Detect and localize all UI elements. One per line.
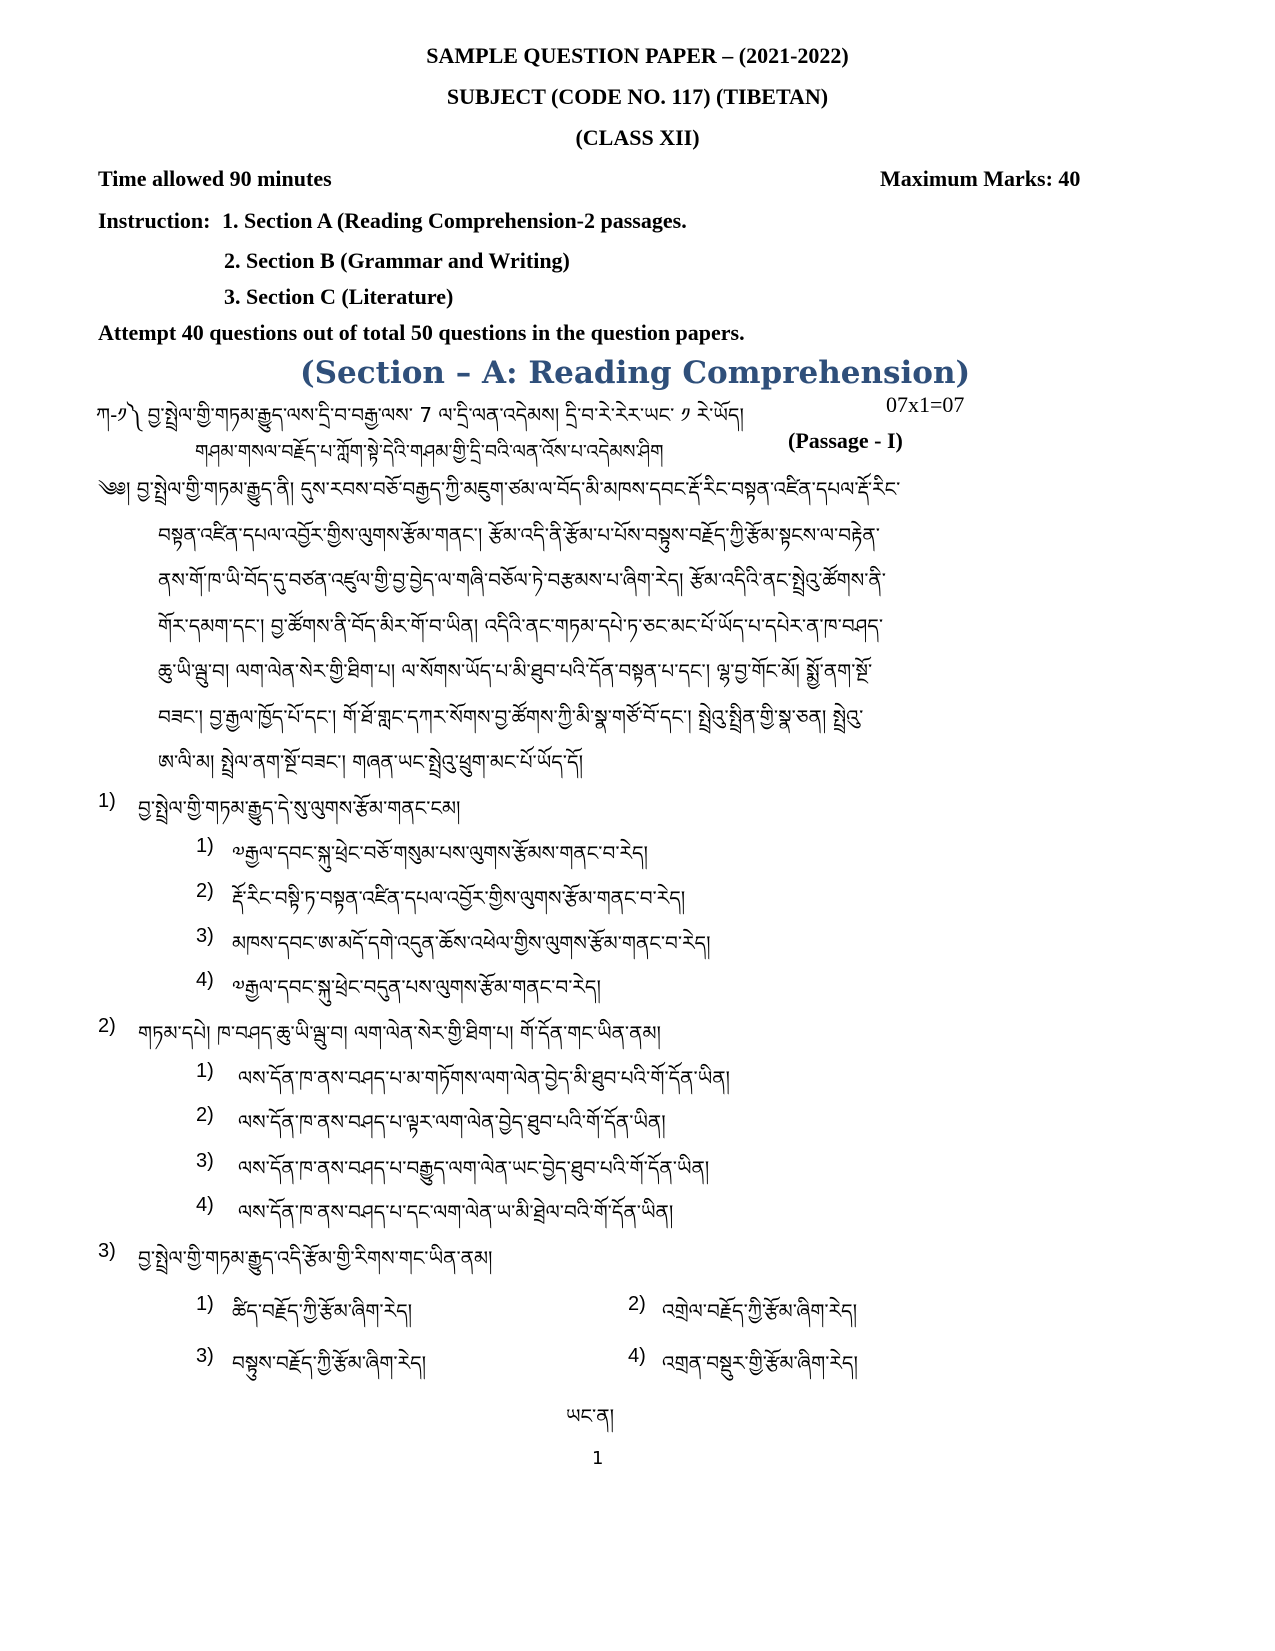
section-title: (Section – A: Reading Comprehension) [300, 355, 971, 391]
option-text: ལས་དོན་ཁ་ནས་བཤད་པ་དང་ལག་ལེན་ཡ་མི་ཐྲེལ་བའི་གོ་དོན་ཡིན། [238, 1200, 674, 1224]
option-number: 2) [196, 1104, 214, 1126]
option-text: འགྲེལ་བརྗོད་ཀྱི་རྩོམ་ཞིག་རེད། [662, 1299, 858, 1323]
continued-marker: ཡང་ན། [566, 1404, 615, 1428]
question-text: གཏམ་དཔེ། ཁ་བཤད་ཆུ་ཡི་ལྦུ་བ། ལག་ལེན་སེར་གྱི་ཐིག་པ། གོ་དོན་གང་ཡིན་ནམ། [138, 1021, 661, 1045]
instruction-item: 3. Section C (Literature) [224, 284, 454, 309]
option-number: 3) [196, 925, 214, 947]
marks-label: 07x1=07 [886, 392, 965, 417]
option-text: ལས་དོན་ཁ་ནས་བཤད་པ་བརྒྱུད་ལག་ལེན་ཡང་བྱེད་ཐུབ་པའི་གོ་དོན་ཡིན། [238, 1156, 710, 1180]
question-number: 3) [98, 1240, 116, 1262]
option-number: 1) [196, 835, 214, 857]
question-text: བྱ་སྤྲེལ་གྱི་གཏམ་རྒྱུད་དེ་སུ་ལུགས་རྩོམ་གནང་ངམ། [138, 796, 461, 820]
paper-title: SAMPLE QUESTION PAPER – (2021-2022) [426, 43, 849, 68]
option-number: 4) [196, 1194, 214, 1216]
question-text: བྱ་སྤྲེལ་གྱི་གཏམ་རྒྱུད་འདི་རྩོམ་གྱི་རིགས་གང་ཡིན་ནམ། [138, 1246, 493, 1270]
option-text: ༧རྒྱལ་དབང་སྐུ་ཕྲེང་བཅོ་གསུམ་པས་ལུགས་རྩོམས་གནང་བ་རེད། [232, 841, 648, 865]
option-text: མཁས་དབང་ཨ་མདོ་དགེ་འདུན་ཆོས་འཕེལ་གྱིས་ལུགས་རྩོམ་གནང་བ་རེད། [232, 931, 711, 955]
option-number: 4) [628, 1345, 646, 1367]
page-number: 1 [592, 1448, 604, 1469]
maximum-marks: Maximum Marks: 40 [880, 166, 1081, 191]
subject-line: SUBJECT (CODE NO. 117) (TIBETAN) [446, 84, 829, 109]
passage-line: ཆུ་ཡི་ལྦུ་བ། ལག་ལེན་སེར་གྱི་ཐིག་པ། ལ་སོགས་ཡོད་པ་མི་ཐུབ་པའི་དོན་བསྟན་པ་དང་། ལྷ་བྱ་གོང་མོ། སྨྱོ་ནག་སྔོ་ [158, 659, 873, 683]
time-allowed: Time allowed 90 minutes [98, 166, 332, 191]
passage-line: ༄༅། བྱ་སྤྲེལ་གྱི་གཏམ་རྒྱུད་ནི། དུས་རབས་བཅོ་བརྒྱད་ཀྱི་མཇུག་ཙམ་ལ་བོད་མི་མཁས་དབང་རྡོ་རིང་བསྟན་འཛིན་དཔལ་རྡོ་རིང་ [98, 477, 901, 501]
passage-instruction-line2: གཤམ་གསལ་བརྗོད་པ་ཀློག་སྟེ་དེའི་གཤམ་གྱི་དྲི་བའི་ལན་འོས་པ་འདེམས་ཤིག [195, 441, 664, 463]
option-number: 2) [628, 1293, 646, 1315]
question-number: 2) [98, 1015, 116, 1037]
attempt-line: Attempt 40 questions out of total 50 questions in the question papers. [98, 320, 745, 345]
passage-line: ནས་གོ་ཁ་ཡི་བོད་དུ་བཙན་འཛུལ་གྱི་བྱ་བྱེད་ལ་གཞི་བཅོལ་ཏེ་བརྩམས་པ་ཞིག་རེད། རྩོམ་འདིའི་ནང་སྤྲེའུ་ཚོགས་ནི་ [158, 568, 886, 592]
option-text: ལས་དོན་ཁ་ནས་བཤད་པ་ལྟར་ལག་ལེན་བྱེད་ཐུབ་པའི་གོ་དོན་ཡིན། [238, 1110, 666, 1134]
option-number: 2) [196, 880, 214, 902]
option-number: 3) [196, 1150, 214, 1172]
option-text: ཚིད་བརྗོད་ཀྱི་རྩོམ་ཞིག་རེད། [232, 1299, 413, 1323]
passage-label: (Passage - I) [788, 428, 903, 453]
option-number: 4) [196, 969, 214, 991]
passage-line: བསྟན་འཛིན་དཔལ་འབྱོར་གྱིས་ལུགས་རྩོམ་གནང་། རྩོམ་འདི་ནི་རྩོམ་པ་པོས་བསྟུས་བརྗོད་ཀྱི་རྩོམ་སྟངས་ལ་བརྟེན་ [158, 523, 880, 547]
passage-line: ཨ་ལི་མ། སྤྲེལ་ནག་སྔོ་བཟང་། གཞན་ཡང་སྤྲེའུ་ཕྲུག་མང་པོ་ཡོད་དོ། [158, 750, 584, 774]
question-number: 1) [98, 790, 116, 812]
option-number: 1) [196, 1060, 214, 1082]
passage-line: བཟང་། བྱ་རྒྱལ་ཁྱོད་པོ་དང་། གོ་ཐོ་གླང་དཀར་སོགས་བྱ་ཚོགས་ཀྱི་མི་སྣ་གཙོ་བོ་དང་། སྤྲེའུ་སྤྲིན་གྱི་སྣ་ཅན། སྤྲེའུ་ [158, 705, 864, 729]
option-text: ལས་དོན་ཁ་ནས་བཤད་པ་མ་གཏོགས་ལག་ལེན་བྱེད་མི་ཐུབ་པའི་གོ་དོན་ཡིན། [238, 1066, 730, 1090]
passage-line: གོར་དམག་དང་། བྱ་ཚོགས་ནི་བོད་མིར་གོ་བ་ཡིན། འདིའི་ནང་གཏམ་དཔེ་ཏ་ཅང་མང་པོ་ཡོད་པ་དཔེར་ན་ཁ་བཤད་ [158, 614, 884, 638]
instruction-label: Instruction: [98, 208, 211, 233]
option-number: 3) [196, 1345, 214, 1367]
option-text: ༧རྒྱལ་དབང་སྐུ་ཕྲེང་བདུན་པས་ལུགས་རྩོམ་གནང་བ་རེད། [232, 975, 601, 999]
option-text: འགྲན་བསྡུར་གྱི་རྩོམ་ཞིག་རེད། [662, 1351, 858, 1375]
instruction-item: 2. Section B (Grammar and Writing) [224, 248, 570, 273]
passage-instruction: ཀ-༡༽ བྱ་སྤྲེལ་གྱི་གཏམ་རྒྱུད་ལས་དྲི་བ་བརྒྱ་ལས་ 7 ལ་དྲི་ལན་འདེམས། དྲི་བ་རེ་རེར་ཡང་ ༡ རེ་ཡོད། [96, 403, 744, 427]
option-number: 1) [196, 1293, 214, 1315]
class-line: (CLASS XII) [575, 125, 700, 150]
option-text: བསྟུས་བརྗོད་ཀྱི་རྩོམ་ཞིག་རེད། [232, 1351, 427, 1375]
instruction-item: 1. Section A (Reading Comprehension-2 passages. [222, 208, 687, 233]
option-text: རྡོ་རིང་བསྟི་ཏ་བསྟན་འཛིན་དཔལ་འབྱོར་གྱིས་ལུགས་རྩོམ་གནང་བ་རེད། [232, 886, 686, 910]
